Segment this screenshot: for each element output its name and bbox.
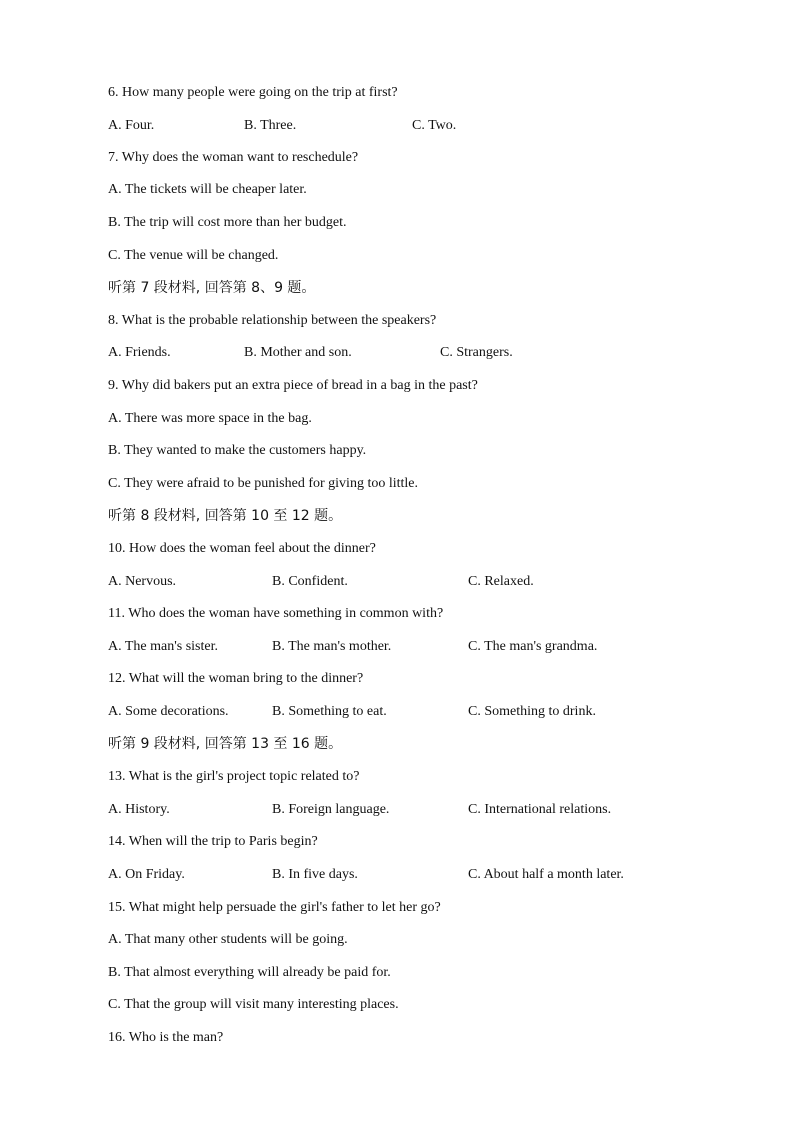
question-10: 10. How does the woman feel about the dinner? bbox=[108, 541, 376, 556]
section-heading-7: 听第 7 段材料, 回答第 8、9 题。 bbox=[108, 280, 316, 296]
q15-option-c: C. That the group will visit many interesting places. bbox=[108, 997, 399, 1012]
question-6: 6. How many people were going on the trip at first? bbox=[108, 85, 398, 100]
q7-option-a: A. The tickets will be cheaper later. bbox=[108, 182, 307, 197]
q14-option-a: A. On Friday. bbox=[108, 867, 185, 882]
q10-option-b: B. Confident. bbox=[272, 574, 348, 589]
question-7: 7. Why does the woman want to reschedule? bbox=[108, 150, 359, 165]
q11-option-c: C. The man's grandma. bbox=[468, 639, 598, 654]
q9-option-b: B. They wanted to make the customers happy. bbox=[108, 443, 367, 458]
question-13: 13. What is the girl's project topic related to? bbox=[108, 769, 360, 784]
q14-option-c: C. About half a month later. bbox=[468, 867, 624, 882]
question-8: 8. What is the probable relationship between the speakers? bbox=[108, 313, 437, 328]
q13-option-c: C. International relations. bbox=[468, 802, 612, 817]
q12-option-a: A. Some decorations. bbox=[108, 704, 229, 719]
q11-option-b: B. The man's mother. bbox=[272, 639, 392, 654]
section-heading-9: 听第 9 段材料, 回答第 13 至 16 题。 bbox=[108, 736, 343, 752]
q12-option-b: B. Something to eat. bbox=[272, 704, 387, 719]
q6-option-c: C. Two. bbox=[412, 118, 457, 133]
q9-option-c: C. They were afraid to be punished for giving too little. bbox=[108, 476, 419, 491]
q11-option-a: A. The man's sister. bbox=[108, 639, 218, 654]
q13-option-a: A. History. bbox=[108, 802, 170, 817]
question-11: 11. Who does the woman have something in common with? bbox=[108, 606, 444, 621]
q6-option-a: A. Four. bbox=[108, 118, 155, 133]
q8-option-a: A. Friends. bbox=[108, 345, 171, 360]
q7-option-b: B. The trip will cost more than her budget. bbox=[108, 215, 347, 230]
question-16: 16. Who is the man? bbox=[108, 1030, 224, 1045]
q12-option-c: C. Something to drink. bbox=[468, 704, 596, 719]
question-14: 14. When will the trip to Paris begin? bbox=[108, 834, 318, 849]
section-heading-8: 听第 8 段材料, 回答第 10 至 12 题。 bbox=[108, 508, 343, 524]
q7-option-c: C. The venue will be changed. bbox=[108, 248, 279, 263]
q6-option-b: B. Three. bbox=[244, 118, 297, 133]
q15-option-a: A. That many other students will be going. bbox=[108, 932, 348, 947]
q8-option-b: B. Mother and son. bbox=[244, 345, 352, 360]
q13-option-b: B. Foreign language. bbox=[272, 802, 390, 817]
q15-option-b: B. That almost everything will already be paid for. bbox=[108, 965, 391, 980]
question-9: 9. Why did bakers put an extra piece of bread in a bag in the past? bbox=[108, 378, 478, 393]
q9-option-a: A. There was more space in the bag. bbox=[108, 411, 312, 426]
q8-option-c: C. Strangers. bbox=[440, 345, 513, 360]
q10-option-c: C. Relaxed. bbox=[468, 574, 534, 589]
q10-option-a: A. Nervous. bbox=[108, 574, 177, 589]
question-15: 15. What might help persuade the girl's father to let her go? bbox=[108, 900, 441, 915]
question-12: 12. What will the woman bring to the dinner? bbox=[108, 671, 364, 686]
q14-option-b: B. In five days. bbox=[272, 867, 358, 882]
